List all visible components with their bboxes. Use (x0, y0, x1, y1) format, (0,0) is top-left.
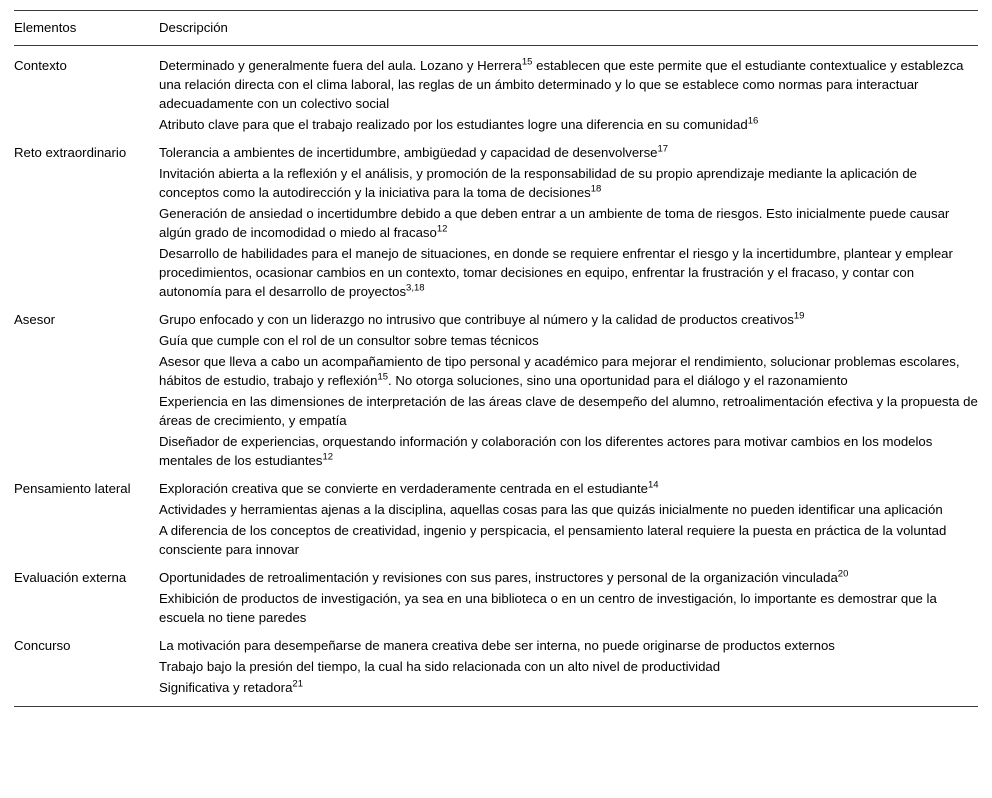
reference-superscript: 14 (647, 479, 659, 491)
description-text: Tolerancia a ambientes de incertidumbre, ambigüedad y capacidad de desenvolverse (159, 144, 658, 160)
row-element-label: Contexto (14, 57, 67, 73)
reference-superscript: 18 (590, 183, 602, 195)
table-row (14, 627, 978, 697)
reference-superscript: 15 (521, 56, 533, 68)
table-row (14, 470, 978, 559)
row-element-cell (14, 45, 159, 134)
reference-superscript: 12 (436, 223, 448, 235)
description-text: Significativa y retadora (159, 679, 293, 695)
description-item (159, 56, 978, 113)
description-text: Exhibición de productos de investigación, ya sea en una biblioteca o en un centro de investigación, lo importante es demostrar que la escuela no tiene paredes (159, 590, 937, 625)
description-text: Asesor que lleva a cabo un acompañamiento de tipo personal y académico para mejorar el rendimiento, solucionar problemas escolares, hábitos de estudio, trabajo y reflexión (159, 353, 960, 388)
elements-description-table (14, 10, 978, 697)
description-item (159, 331, 978, 350)
description-text: Actividades y herramientas ajenas a la disciplina, aquellas cosas para las que quizás inicialmente no pueden identificar una aplicación (159, 501, 943, 517)
description-item (159, 678, 978, 697)
description-list (159, 56, 978, 134)
description-item (159, 479, 978, 498)
description-item (159, 143, 978, 162)
description-text: Oportunidades de retroalimentación y revisiones con sus pares, instructores y personal de la organización vinculada (159, 569, 838, 585)
row-description-cell (159, 559, 978, 627)
row-element-label: Evaluación externa (14, 569, 127, 585)
description-text: Invitación abierta a la reflexión y el análisis, y promoción de la responsabilidad de su propio aprendizaje mediante la aplicación de conceptos como la autodirección y la iniciativa para la toma de decisiones (159, 165, 918, 200)
row-element-label: Pensamiento lateral (14, 480, 131, 496)
description-item (159, 115, 978, 134)
description-item (159, 164, 978, 202)
row-description-cell (159, 301, 978, 470)
row-description-cell (159, 470, 978, 559)
reference-superscript: 20 (837, 568, 849, 580)
row-element-cell (14, 301, 159, 470)
row-element-label: Concurso (14, 637, 71, 653)
description-text: A diferencia de los conceptos de creatividad, ingenio y perspicacia, el pensamiento lateral requiere la puesta en práctica de la voluntad consciente para innovar (159, 522, 947, 557)
reference-superscript: 12 (322, 451, 334, 463)
description-list (159, 568, 978, 627)
row-element-cell (14, 470, 159, 559)
description-item (159, 521, 978, 559)
table-header-row (14, 11, 978, 46)
column-header-elementos: Elementos (14, 11, 159, 46)
reference-superscript: 21 (292, 678, 303, 690)
description-list (159, 636, 978, 697)
description-item (159, 392, 978, 430)
description-list (159, 310, 978, 470)
description-item (159, 589, 978, 627)
row-description-cell (159, 627, 978, 697)
description-text: Grupo enfocado y con un liderazgo no intrusivo que contribuye al número y la calidad de productos creativos (159, 311, 794, 327)
description-text: Determinado y generalmente fuera del aula. Lozano y Herrera (159, 57, 522, 73)
row-element-cell (14, 559, 159, 627)
description-item (159, 244, 978, 301)
row-element-label: Asesor (14, 311, 56, 327)
row-element-cell (14, 134, 159, 301)
table-header (14, 11, 978, 46)
description-text: Atributo clave para que el trabajo realizado por los estudiantes logre una diferencia en su comunidad (159, 116, 748, 132)
table-row (14, 134, 978, 301)
description-item (159, 636, 978, 655)
description-item (159, 310, 978, 329)
reference-superscript: 19 (793, 310, 805, 322)
table-bottom-rule (14, 706, 978, 707)
row-element-label: Reto extraordinario (14, 144, 127, 160)
reference-superscript: 16 (747, 115, 759, 127)
description-item (159, 568, 978, 587)
description-text: La motivación para desempeñarse de manera creativa debe ser interna, no puede originarse de productos externos (159, 637, 835, 653)
row-description-cell (159, 134, 978, 301)
reference-superscript: 15 (377, 371, 389, 383)
table-row (14, 301, 978, 470)
description-text: Diseñador de experiencias, orquestando información y colaboración con los diferentes actores para motivar cambios en los modelos mentales de los estudiantes (159, 433, 933, 468)
column-header-descripcion: Descripción (159, 11, 978, 46)
reference-superscript: 17 (657, 143, 669, 155)
description-item (159, 657, 978, 676)
description-text-continued: establecen que este permite que el estudiante contextualice y establezca una relación directa con el clima laboral, las reglas de un ámbito determinado y lo que se establece como normas para interactuar adecuadamente con un colectivo social (159, 57, 964, 111)
description-text: Experiencia en las dimensiones de interpretación de las áreas clave de desempeño del alumno, retroalimentación efectiva y la propuesta de áreas de crecimiento, y empatía (159, 393, 978, 428)
document-page (0, 10, 992, 798)
row-description-cell (159, 45, 978, 134)
reference-superscript: 3,18 (406, 282, 425, 294)
description-text-continued: . No otorga soluciones, sino una oportunidad para el diálogo y el razonamiento (388, 372, 848, 388)
description-text: Generación de ansiedad o incertidumbre debido a que deben entrar a un ambiente de toma de riesgos. Esto inicialmente puede causar algún grado de incomodidad o miedo al fracaso (159, 205, 950, 240)
description-text: Trabajo bajo la presión del tiempo, la cual ha sido relacionada con un alto nivel de productividad (159, 658, 721, 674)
table-body (14, 45, 978, 697)
description-text: Guía que cumple con el rol de un consultor sobre temas técnicos (159, 332, 539, 348)
description-text: Desarrollo de habilidades para el manejo de situaciones, en donde se requiere enfrentar el riesgo y la incertidumbre, plantear y emplear procedimientos, ocasionar cambios en un contexto, tomar decisiones en equipo, enfrentar la frustración y el fracaso, y contar con autonomía para el desarrollo de proyectos (159, 245, 953, 299)
description-item (159, 352, 978, 390)
description-item (159, 204, 978, 242)
table-row (14, 559, 978, 627)
description-text: Exploración creativa que se convierte en verdaderamente centrada en el estudiante (159, 480, 648, 496)
description-item (159, 500, 978, 519)
description-list (159, 143, 978, 301)
table-row (14, 45, 978, 134)
row-element-cell (14, 627, 159, 697)
description-item (159, 432, 978, 470)
description-list (159, 479, 978, 559)
